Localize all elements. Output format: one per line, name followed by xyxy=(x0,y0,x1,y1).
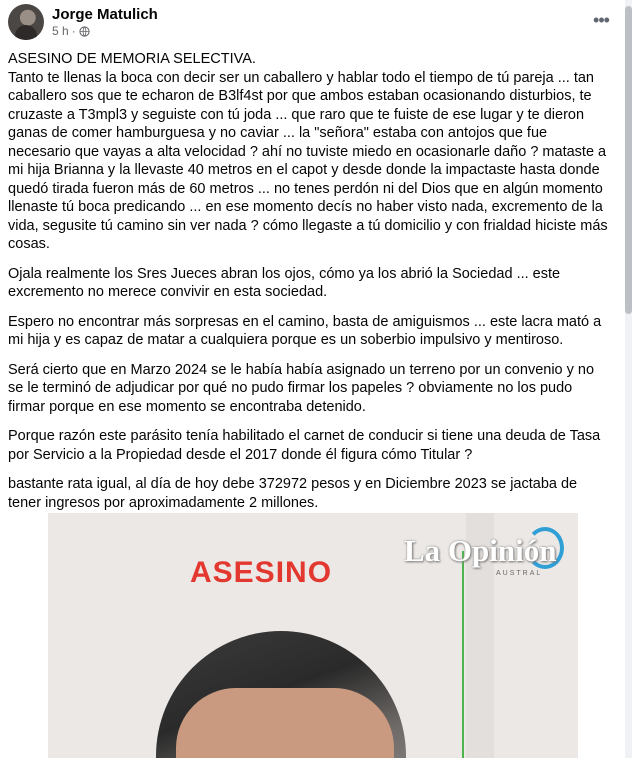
post-paragraph: Será cierto que en Marzo 2024 se le había había asignado un terreno por un convenio y no se le terminó de adjudicar por qué no pudo firmar los papeles ? obviamente no los pudo firmar porque en ese momento se encontraba detenido. xyxy=(8,361,595,415)
post-image[interactable] xyxy=(0,513,625,758)
avatar[interactable] xyxy=(8,4,44,40)
news-logo: La Opinión xyxy=(404,533,557,568)
post-body xyxy=(8,50,611,571)
post-header xyxy=(0,0,625,44)
post-paragraph: bastante rata igual, al día de hoy debe 372972 pesos y en Diciembre 2023 se jactaba de tener ingresos por aproximadamente 2 millones. xyxy=(8,476,578,511)
more-options-icon[interactable]: ••• xyxy=(593,10,609,30)
author-name[interactable]: Jorge Matulich xyxy=(52,6,158,23)
post-meta xyxy=(52,24,90,38)
post-timestamp[interactable]: 5 h xyxy=(52,24,69,38)
post-paragraph: Porque razón este parásito tenía habilitado el carnet de conducir si tiene una deuda de Tasa por Servicio a la Propiedad desde el 2017 donde él figura cómo Titular ? xyxy=(8,428,601,463)
meta-separator: · xyxy=(71,24,76,38)
post-paragraph: ASESINO DE MEMORIA SELECTIVA. Tanto te llenas la boca con decir ser un caballero y hablar todo el tiempo de tú pareja ... tan caballero sos que te echaron de B3lf4st por que ambos estaban ocasionando disturbios, te cruzaste a T3mpl3 y seguiste con tú joda ... que raro que te fuiste de ese lugar y te dieron ganas de comer hamburguesa y no caviar ... la "señora" estaba con antojos que fue necesario que vayas a alta velocidad ? ahí no tuviste miedo en ocasionarle daño ? mataste a mi hija Brianna y la llevaste 40 metros en el capot y desde donde la impactaste hasta donde quedó tirada fueron más de 60 metros ... no tenes perdón ni del Dios que en algún momento llenaste tú boca predicando ... en ese momento decís no haber visto nada, excremento de la vida, segusite tú camino sin ver nada ? cómo llegaste a tú domicilio y con frialdad hiciste más cosas. xyxy=(8,51,608,252)
post-paragraph: Espero no encontrar más sorpresas en el camino, basta de amiguismos ... este lacra mató a mi hija y es capaz de matar a cualquiera porque es un soberbio impulsivo y mentiroso. xyxy=(8,313,602,348)
person-face xyxy=(176,688,394,758)
news-logo-subtext: AUSTRAL xyxy=(496,570,543,577)
post-paragraph: Ojala realmente los Sres Jueces abran los ojos, cómo ya los abrió la Sociedad ... este excremento no merece convivir en esta sociedad. xyxy=(8,265,561,300)
news-photo[interactable] xyxy=(48,513,578,758)
image-headline: ASESINO xyxy=(190,556,333,589)
green-accent-line xyxy=(462,551,464,758)
scrollbar-thumb[interactable] xyxy=(625,6,632,314)
globe-icon xyxy=(79,26,90,37)
